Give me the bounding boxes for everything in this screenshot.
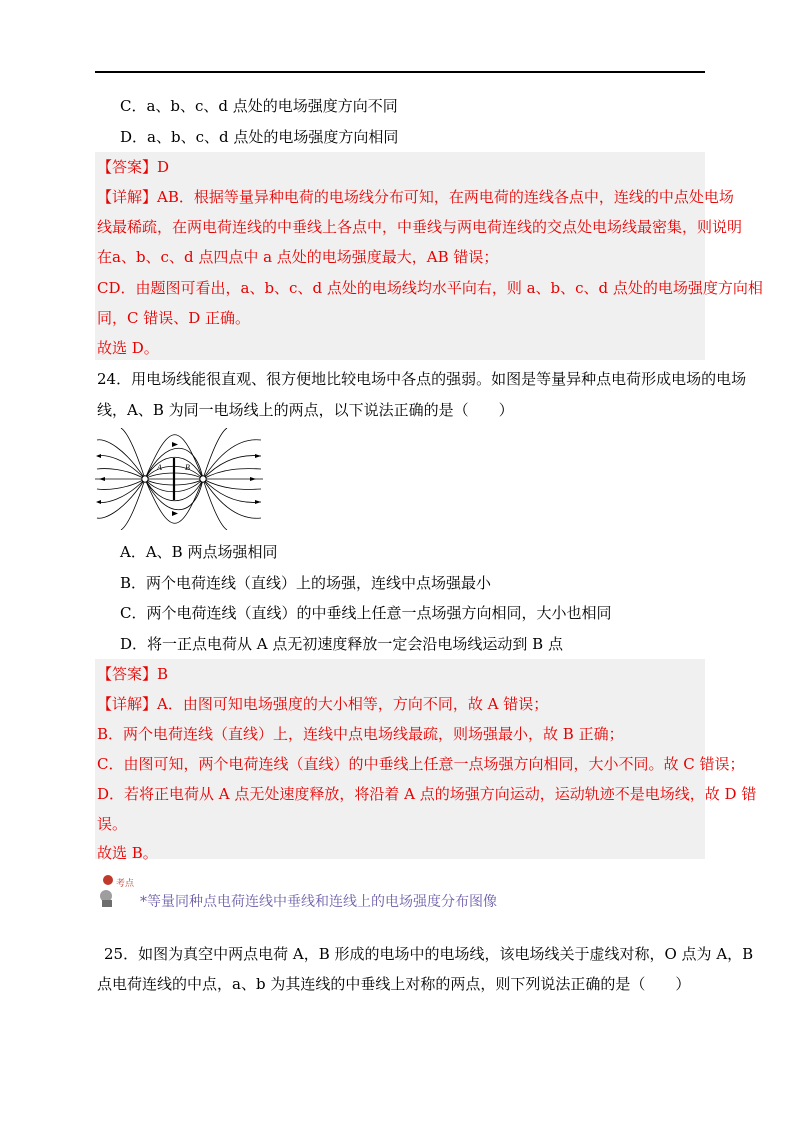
q24-detail-2: B．两个电荷连线（直线）上，连线中点电场线最疏，则场强最小，故 B 正确；: [97, 725, 624, 743]
q23-detail-2: 线最稀疏，在两电荷连线的中垂线上各点中，中垂线与两电荷连线的交点处电场线最密集，则说明: [97, 218, 743, 236]
q25-stem-1: 25．如图为真空中两点电荷 A，B 形成的电场中的电场线，该电场线关于虚线对称，O 点为 A，B: [104, 945, 754, 963]
q24-conclusion: 故选 B。: [97, 844, 158, 862]
q24-option-d: D．将一正点电荷从 A 点无初速度释放一定会沿电场线运动到 B 点: [120, 635, 563, 653]
q23-detail-4: CD．由题图可看出，a、b、c、d 点处的电场线均水平向右，则 a、b、c、d 点处的电场强度方向相: [97, 279, 763, 297]
q24-stem-1: 24．用电场线能很直观、很方便地比较电场中各点的强弱。如图是等量异种点电荷形成电场的电场: [97, 370, 747, 388]
q24-option-c: C．两个电荷连线（直线）的中垂线上任意一点场强方向相同，大小也相同: [120, 604, 612, 622]
q23-answer: 【答案】D: [97, 158, 170, 176]
q24-option-a: A．A、B 两点场强相同: [120, 543, 278, 561]
q23-conclusion: 故选 D。: [97, 339, 159, 357]
q24-detail-4: D．若将正电荷从 A 点无处速度释放，将沿着 A 点的场强方向运动，运动轨迹不是电场线，故 D 错: [97, 785, 757, 803]
q24-detail-5: 误。: [97, 815, 128, 833]
field-line-diagram: [95, 428, 263, 530]
q23-option-d: D．a、b、c、d 点处的电场强度方向相同: [120, 128, 399, 146]
q24-option-b: B．两个电荷连线（直线）上的场强，连线中点场强最小: [120, 574, 492, 592]
kaodian-icon-text: 考点: [116, 879, 135, 889]
kaodian-text: *等量同种点电荷连线中垂线和连线上的电场强度分布图像: [140, 894, 497, 910]
q23-option-c: C．a、b、c、d 点处的电场强度方向不同: [120, 97, 398, 115]
q24-detail-3: C．由图可知，两个电荷连线（直线）的中垂线上任意一点场强方向相同，大小不同。故 C 错误；: [97, 755, 745, 773]
q24-stem-2: 线，A、B 为同一电场线上的两点，以下说法正确的是（ ）: [97, 401, 514, 419]
header-rule: [95, 71, 705, 73]
q24-detail-1: 【详解】A．由图可知电场强度的大小相等，方向不同，故 A 错误；: [97, 695, 549, 713]
q23-detail-1: 【详解】AB．根据等量异种电荷的电场线分布可知，在两电荷的连线各点中，连线的中点处电场: [97, 188, 734, 206]
point-a-label: A: [157, 463, 162, 472]
point-b-label: B: [185, 463, 190, 472]
q23-detail-3: 在a、b、c、d 点四点中 a 点处的电场强度最大，AB 错误；: [97, 248, 499, 266]
q25-stem-2: 点电荷连线的中点，a、b 为其连线的中垂线上对称的两点，则下列说法正确的是（ ）: [97, 975, 691, 993]
q24-answer: 【答案】B: [97, 665, 169, 683]
q23-detail-5: 同，C 错误、D 正确。: [97, 309, 251, 327]
kaodian-icon: [98, 870, 136, 910]
